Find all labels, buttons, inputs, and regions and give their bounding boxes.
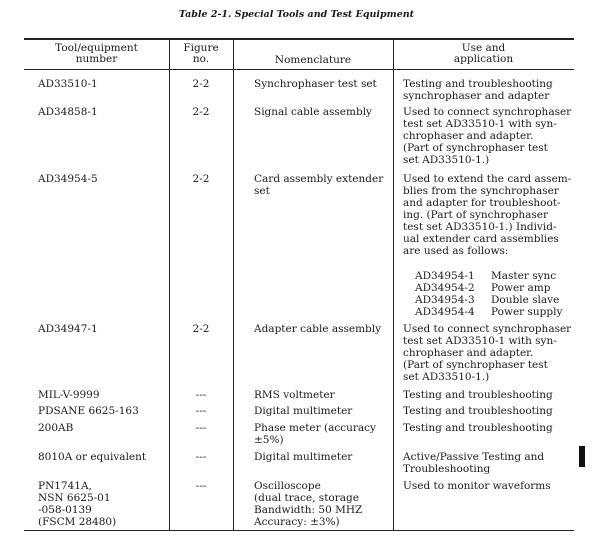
table-top-rule [24,38,574,40]
table-row-figure: --- [195,405,207,417]
table-row-use: Used to extend the card assem- blies from the synchrophaser and adapter for troubleshoot- ing. (Part of synchrophaser test set AD33510-1.) Individ- ual extender card assemblies are used as follows: [403,173,572,257]
header-bottom-rule [24,69,574,70]
table-row-use: Active/Passive Testing and Troubleshooting [403,451,545,475]
column-divider-3 [393,38,394,530]
table-row-figure: --- [195,389,207,401]
table-row-tool: AD34858-1 [38,106,98,118]
table-row-figure: 2-2 [192,173,210,185]
table-row-use: Used to connect synchrophaser test set AD33510-1 with syn- chrophaser and adapter. (Part of synchrophaser test set AD33510-1.) [403,323,572,383]
change-bar-marker [579,446,585,467]
table-row-tool: 8010A or equivalent [38,451,147,463]
header-use-application: Use and application [453,42,514,65]
table-row-figure: --- [195,451,207,463]
extender-card-number: AD34954-1 [415,270,475,282]
extender-card-number: AD34954-3 [415,294,475,306]
table-row-use: Used to connect synchrophaser test set AD33510-1 with syn- chrophaser and adapter. (Part of synchrophaser test set AD33510-1.) [403,106,572,166]
table-row-use: Testing and troubleshooting [403,422,553,434]
table-row-nomenclature: Signal cable assembly [254,106,372,118]
extender-card-description: Power amp [491,282,551,294]
table-row-nomenclature: Phase meter (accuracy ±5%) [254,422,376,446]
table-row-nomenclature: Adapter cable assembly [254,323,382,335]
table-row-tool: PDSANE 6625-163 [38,405,139,417]
table-row-use: Testing and troubleshooting [403,405,553,417]
header-figure-no: Figure no. [183,42,219,65]
table-row-use: Testing and troubleshooting synchrophaser and adapter [403,78,553,102]
table-row-nomenclature: Digital multimeter [254,405,353,417]
table-row-nomenclature: Synchrophaser test set [254,78,377,90]
table-row-tool: AD34954-5 [38,173,98,185]
table-row-tool: MIL-V-9999 [38,389,100,401]
table-row-figure: --- [195,422,207,434]
extender-card-description: Master sync [491,270,557,282]
table-bottom-rule [24,530,574,531]
extender-card-description: Double slave [491,294,560,306]
table-row-nomenclature: Card assembly extender set [254,173,384,197]
table-row-use: Used to monitor waveforms [403,480,551,492]
table-row-tool: PN1741A, NSN 6625-01 -058-0139 (FSCM 28480) [38,480,117,528]
column-divider-2 [233,38,234,530]
table-row-tool: AD33510-1 [38,78,98,90]
table-row-use: Testing and troubleshooting [403,389,553,401]
table-row-figure: 2-2 [192,78,210,90]
table-row-figure: 2-2 [192,106,210,118]
table-row-figure: --- [195,480,207,492]
header-nomenclature: Nomenclature [274,54,352,66]
column-divider-1 [169,38,170,530]
table-row-nomenclature: Oscilloscope (dual trace, storage Bandwidth: 50 MHZ Accuracy: ±3%) [254,480,363,528]
table-row-tool: AD34947-1 [38,323,98,335]
extender-card-number: AD34954-4 [415,306,475,318]
table-title: Table 2-1. Special Tools and Test Equipment [178,9,415,20]
table-row-figure: 2-2 [192,323,210,335]
table-row-nomenclature: RMS voltmeter [254,389,335,401]
extender-card-number: AD34954-2 [415,282,475,294]
header-tool-number: Tool/equipment number [55,42,138,65]
extender-card-description: Power supply [491,306,563,318]
table-row-tool: 200AB [38,422,74,434]
table-row-nomenclature: Digital multimeter [254,451,353,463]
